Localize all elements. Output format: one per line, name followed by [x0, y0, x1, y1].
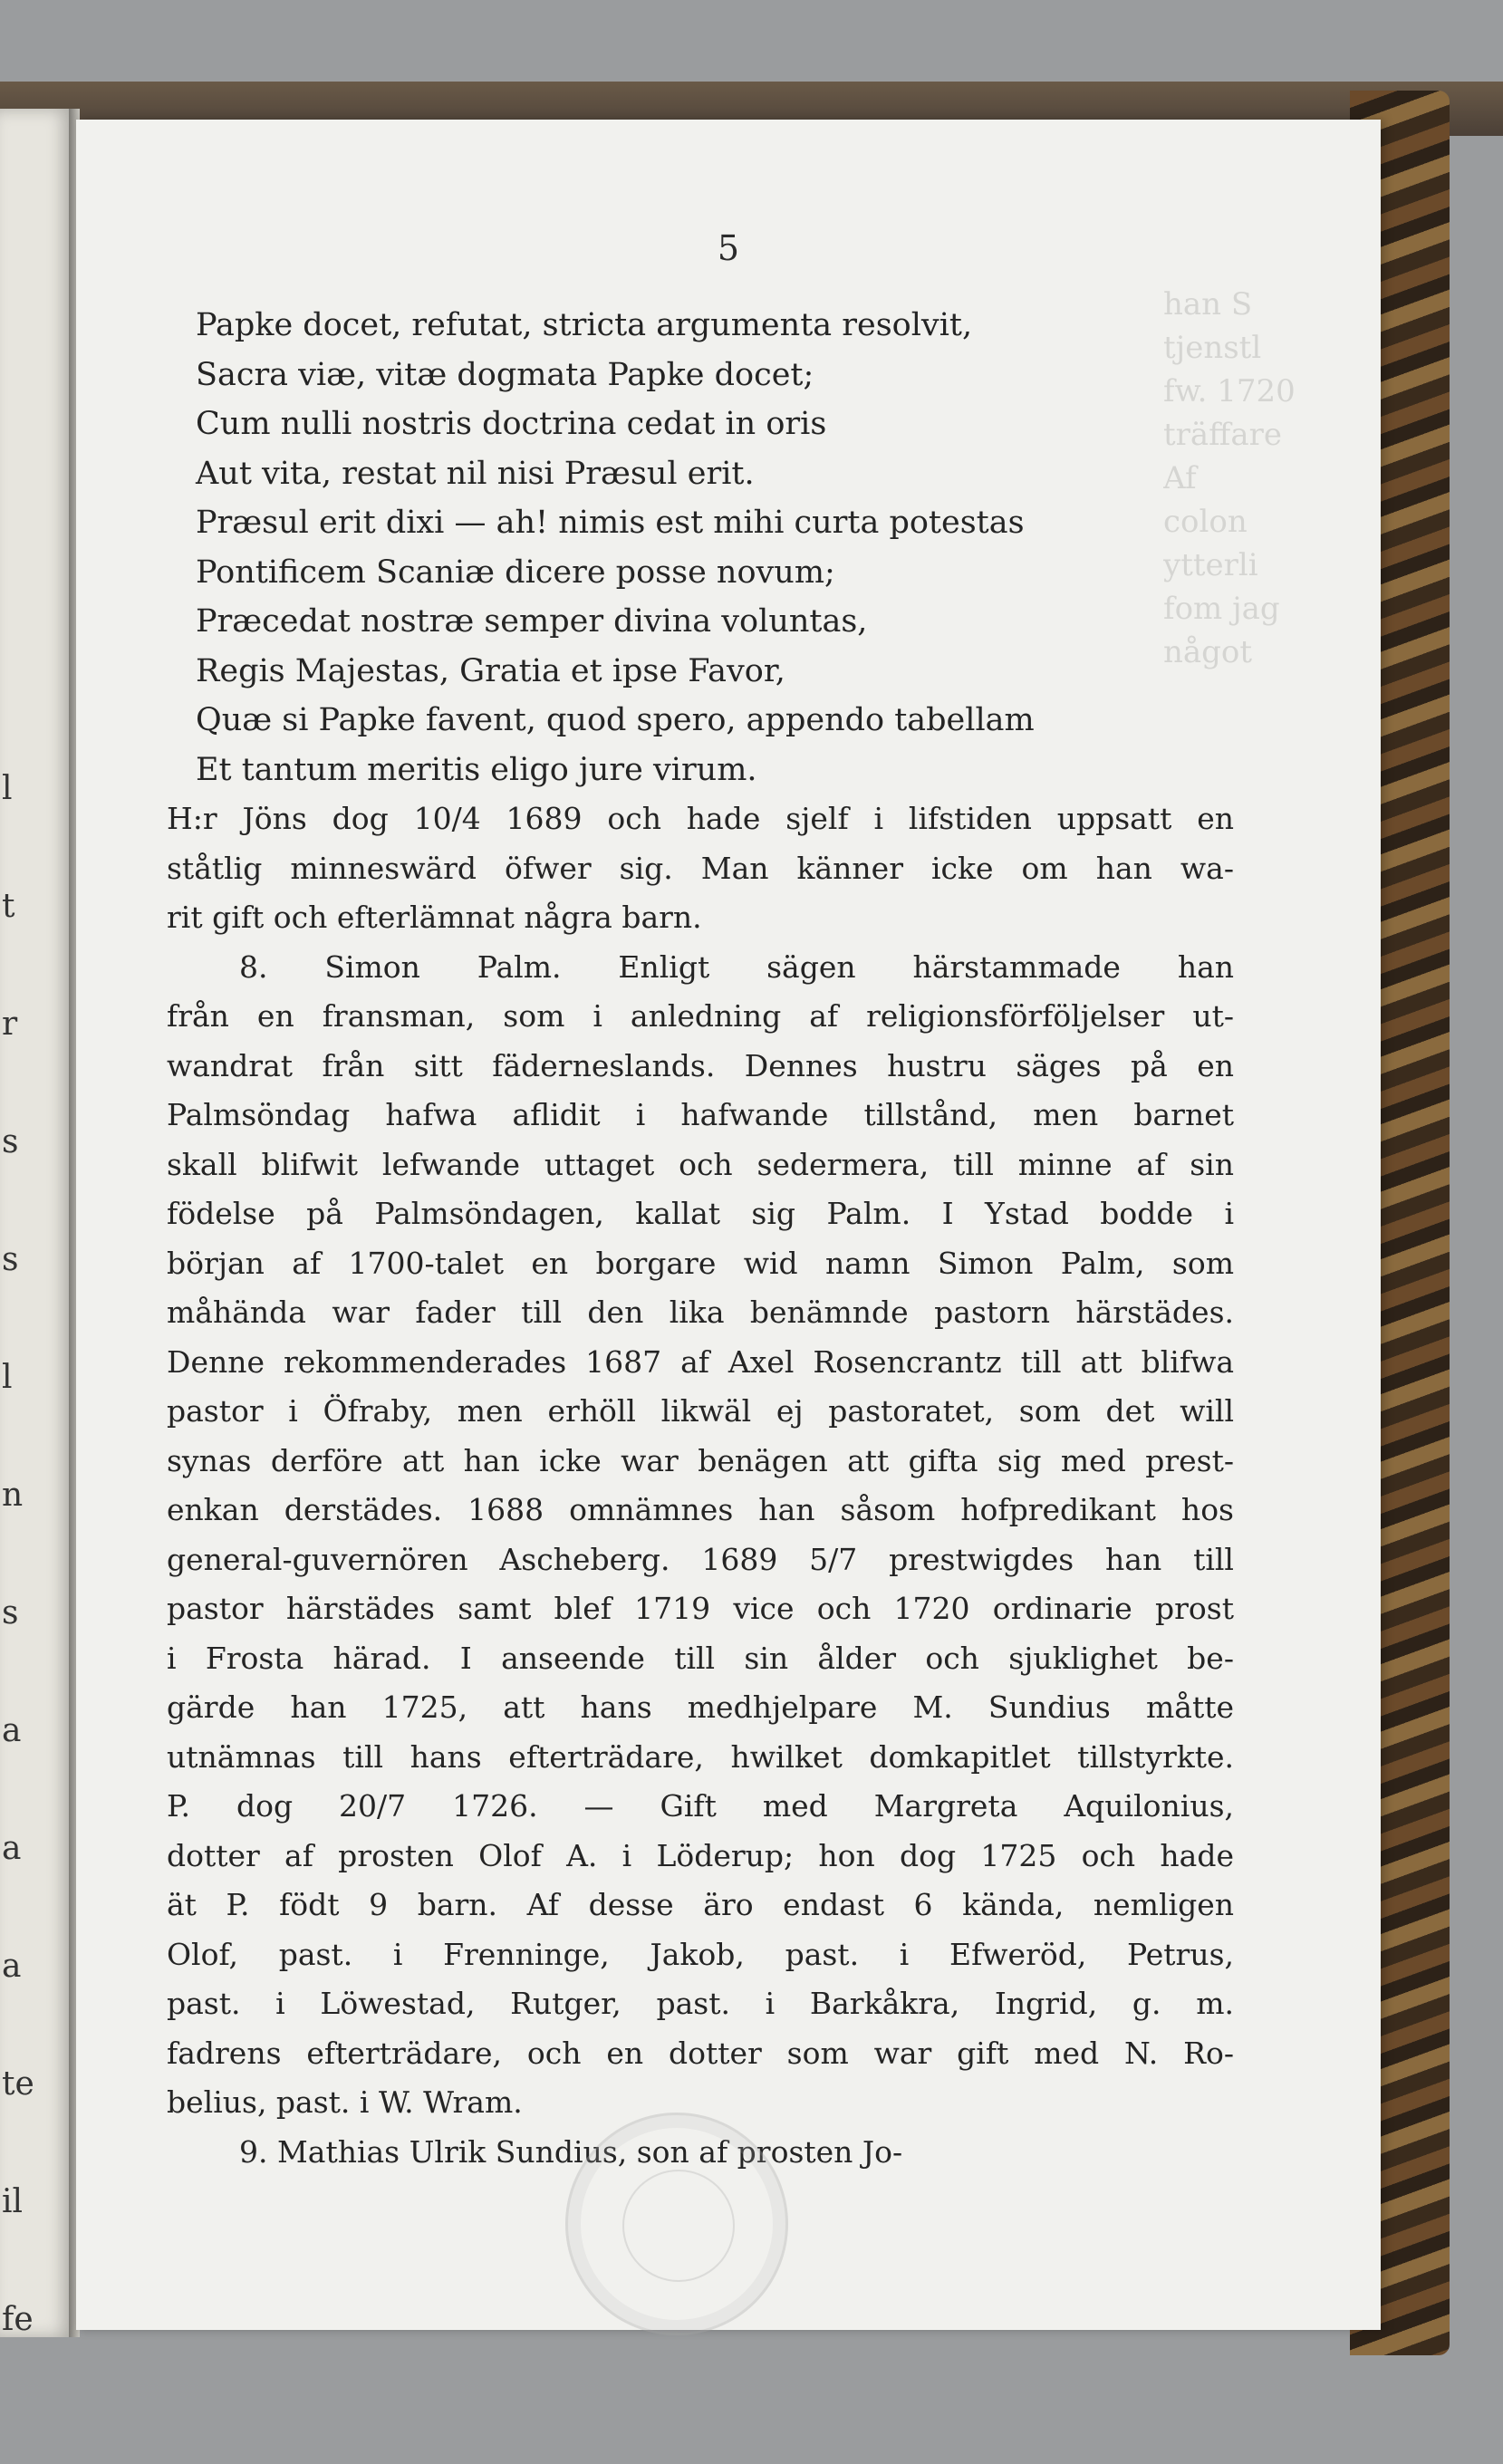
verse-line: Sacra viæ, vitæ dogmata Papke docet;: [196, 356, 814, 393]
text-line: ät P. födt 9 barn. Af desse äro endast 6 kända, nemligen: [167, 1887, 1234, 1922]
text-line: synas derföre att han icke war benägen att gifta sig med prest-: [167, 1442, 1234, 1478]
verse-line: Pontificem Scaniæ dicere posse novum;: [196, 553, 835, 591]
library-stamp: [565, 2113, 788, 2335]
text-line: Palmsöndag hafwa aflidit i hafwande tillstånd, men barnet: [167, 1097, 1234, 1132]
text-line: wandrat från sitt fäderneslands. Dennes hustru säges på en: [167, 1047, 1234, 1083]
margin-letter: l: [2, 770, 13, 807]
margin-letter: s: [2, 1123, 19, 1160]
margin-letter: fe: [2, 2301, 34, 2338]
margin-letter: a: [2, 1712, 22, 1749]
verse-line: Quæ si Papke favent, quod spero, appendo tabellam: [196, 702, 1035, 738]
margin-letter: r: [2, 1006, 18, 1043]
bleed-line: tjenstl: [1163, 330, 1262, 366]
verse-line: Aut vita, restat nil nisi Præsul erit.: [196, 455, 755, 492]
margin-letter: n: [2, 1477, 24, 1514]
text-line: enkan derstädes. 1688 omnämnes han såsom hofpredikant hos: [167, 1492, 1234, 1527]
verse-line: Cum nulli nostris doctrina cedat in oris: [196, 406, 827, 442]
text-line: H:r Jöns dog 10/4 1689 och hade sjelf i lifstiden uppsatt en: [167, 801, 1234, 836]
text-line: Olof, past. i Frenninge, Jakob, past. i Efweröd, Petrus,: [167, 1936, 1234, 1972]
book-page: [76, 120, 1381, 2330]
bleed-line: han S: [1163, 286, 1253, 322]
bleed-line: fw. 1720: [1163, 373, 1296, 409]
margin-letter: l: [2, 1359, 13, 1396]
text-line: pastor i Öfraby, men erhöll likwäl ej pastoratet, som det will: [167, 1393, 1234, 1429]
text-line: general-guvernören Ascheberg. 1689 5/7 prestwigdes han till: [167, 1541, 1234, 1577]
verse-line: Et tantum meritis eligo jure virum.: [196, 751, 757, 788]
margin-letter: a: [2, 1948, 22, 1985]
text-line: måhända war fader till den lika benämnde pastorn härstädes.: [167, 1295, 1234, 1330]
bleed-line: colon: [1163, 504, 1248, 540]
verse-line: Præcedat nostræ semper divina voluntas,: [196, 603, 868, 640]
verse-line: Præsul erit dixi — ah! nimis est mihi curta potestas: [196, 505, 1025, 541]
text-line: dotter af prosten Olof A. i Löderup; hon dog 1725 och hade: [167, 1837, 1234, 1873]
text-line: Denne rekommenderades 1687 af Axel Rosencrantz till att blifwa: [167, 1343, 1234, 1380]
bleed-line: fom jag: [1163, 591, 1280, 627]
swedish-prose: [167, 794, 1234, 2177]
text-line: gärde han 1725, att hans medhjelpare M. Sundius måtte: [167, 1689, 1234, 1725]
facing-page-margin-letters: [0, 109, 36, 2337]
text-line: P. dog 20/7 1726. — Gift med Margreta Aquilonius,: [167, 1788, 1234, 1824]
text-line: fadrens efterträdare, och en dotter som war gift med N. Ro-: [167, 2035, 1234, 2071]
verse-line: Papke docet, refutat, stricta argumenta resolvit,: [196, 307, 973, 343]
text-line: utnämnas till hans efterträdare, hwilket domkapitlet tillstyrkte.: [167, 1738, 1234, 1775]
margin-letter: s: [2, 1594, 19, 1631]
text-line: från en fransman, som i anledning af religionsförföljelser ut-: [167, 998, 1234, 1034]
bleed-line: något: [1163, 634, 1253, 670]
text-line: pastor härstädes samt blef 1719 vice och 1720 ordinarie prost: [167, 1591, 1234, 1626]
text-line: 9. Mathias Ulrik Sundius, son af prosten Jo-: [239, 2133, 903, 2170]
paragraph: [167, 794, 1234, 943]
verse-line: Regis Majestas, Gratia et ipse Favor,: [196, 652, 785, 689]
bleed-line: träffare: [1163, 417, 1282, 453]
facing-page-left: [0, 109, 72, 2337]
margin-letter: te: [2, 2065, 34, 2103]
page-text: [167, 301, 1234, 2177]
text-line: födelse på Palmsöndagen, kallat sig Palm. I Ystad bodde i: [167, 1196, 1234, 1231]
margin-letter: s: [2, 1241, 19, 1278]
text-line: ståtlig minneswärd öfwer sig. Man känner icke om han wa-: [167, 850, 1234, 886]
text-line: början af 1700-talet en borgare wid namn Simon Palm, som: [167, 1245, 1234, 1281]
text-line: rit gift och efterlämnat några barn.: [167, 900, 702, 935]
bleed-line: ytterli: [1163, 547, 1258, 583]
text-line: belius, past. i W. Wram.: [167, 2084, 523, 2120]
margin-letter: t: [2, 888, 15, 925]
latin-verse: [167, 301, 1234, 794]
margin-letter: il: [2, 2183, 24, 2220]
text-line: 8. Simon Palm. Enligt sägen härstammade han: [239, 948, 1234, 985]
page-number: 5: [717, 228, 740, 268]
text-line: skall blifwit lefwande uttaget och sedermera, till minne af sin: [167, 1146, 1234, 1182]
text-line: past. i Löwestad, Rutger, past. i Barkåkra, Ingrid, g. m.: [167, 1986, 1234, 2021]
margin-letter: a: [2, 1830, 22, 1867]
paragraph: [167, 943, 1234, 2128]
bleed-line: Af: [1163, 460, 1197, 496]
text-line: i Frosta härad. I anseende till sin ålder och sjuklighet be-: [167, 1640, 1234, 1676]
